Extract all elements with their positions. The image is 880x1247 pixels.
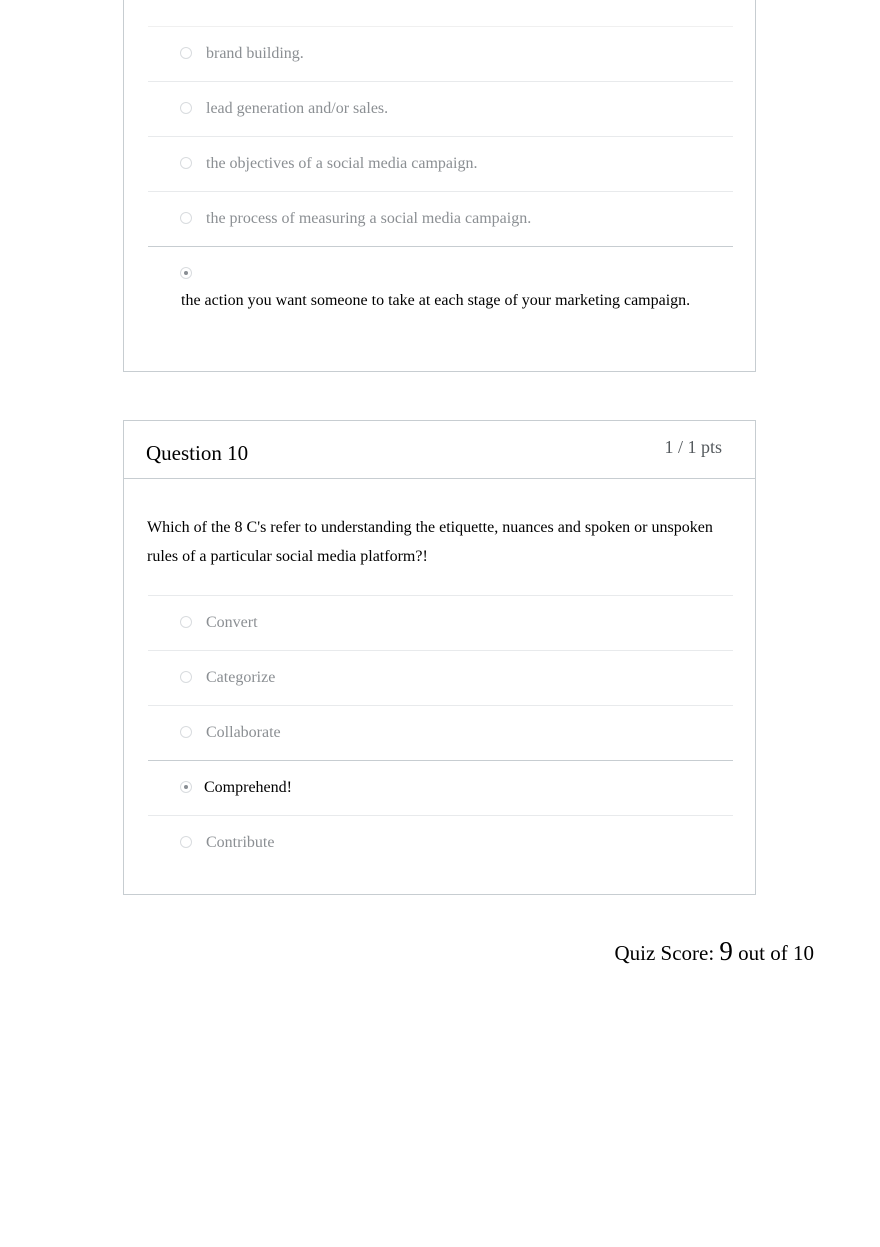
question-title: Question 10: [146, 441, 249, 465]
radio-icon[interactable]: [180, 726, 192, 738]
radio-icon[interactable]: [180, 616, 192, 628]
answer-option[interactable]: [148, 26, 733, 81]
radio-selected-icon[interactable]: [180, 781, 192, 793]
previous-question-answers: [148, 26, 733, 366]
answer-option[interactable]: [148, 595, 733, 650]
answer-text: Contribute: [206, 834, 275, 851]
question-header: [124, 421, 755, 479]
answer-option[interactable]: [148, 191, 733, 246]
answer-option-selected[interactable]: [148, 760, 733, 815]
answer-option-selected[interactable]: [148, 246, 733, 366]
answer-text: Categorize: [206, 669, 276, 686]
answer-text: the objectives of a social media campaign.: [206, 155, 478, 172]
question-10-card: [123, 420, 756, 895]
quiz-score-label: Quiz Score:: [614, 941, 715, 965]
answer-option[interactable]: [148, 136, 733, 191]
radio-icon[interactable]: [180, 157, 192, 169]
question-points: 1 / 1 pts: [664, 437, 722, 457]
answer-text: the action you want someone to take at each stage of your marketing campaign.: [181, 292, 691, 309]
answer-text: Convert: [206, 614, 258, 631]
question-text: Which of the 8 C's refer to understanding the etiquette, nuances and spoken or unspoken rules of a particular social media platform?!: [147, 519, 713, 565]
answer-option[interactable]: [148, 650, 733, 705]
question-10-answers: [148, 595, 733, 870]
quiz-score-value: 9: [719, 936, 733, 966]
radio-selected-icon[interactable]: [180, 267, 192, 279]
answer-text: lead generation and/or sales.: [206, 100, 389, 117]
answer-option[interactable]: [148, 705, 733, 760]
radio-icon[interactable]: [180, 47, 192, 59]
radio-icon[interactable]: [180, 671, 192, 683]
radio-icon[interactable]: [180, 102, 192, 114]
previous-question-card: [123, 0, 756, 372]
answer-text: the process of measuring a social media campaign.: [206, 210, 532, 227]
answer-option[interactable]: [148, 815, 733, 870]
answer-option[interactable]: [148, 81, 733, 136]
radio-icon[interactable]: [180, 212, 192, 224]
answer-text: Collaborate: [206, 724, 281, 741]
radio-icon[interactable]: [180, 836, 192, 848]
quiz-score: [614, 936, 814, 967]
quiz-score-suffix: out of 10: [738, 941, 814, 965]
answer-text: brand building.: [206, 45, 304, 62]
answer-text: Comprehend!: [204, 779, 292, 796]
